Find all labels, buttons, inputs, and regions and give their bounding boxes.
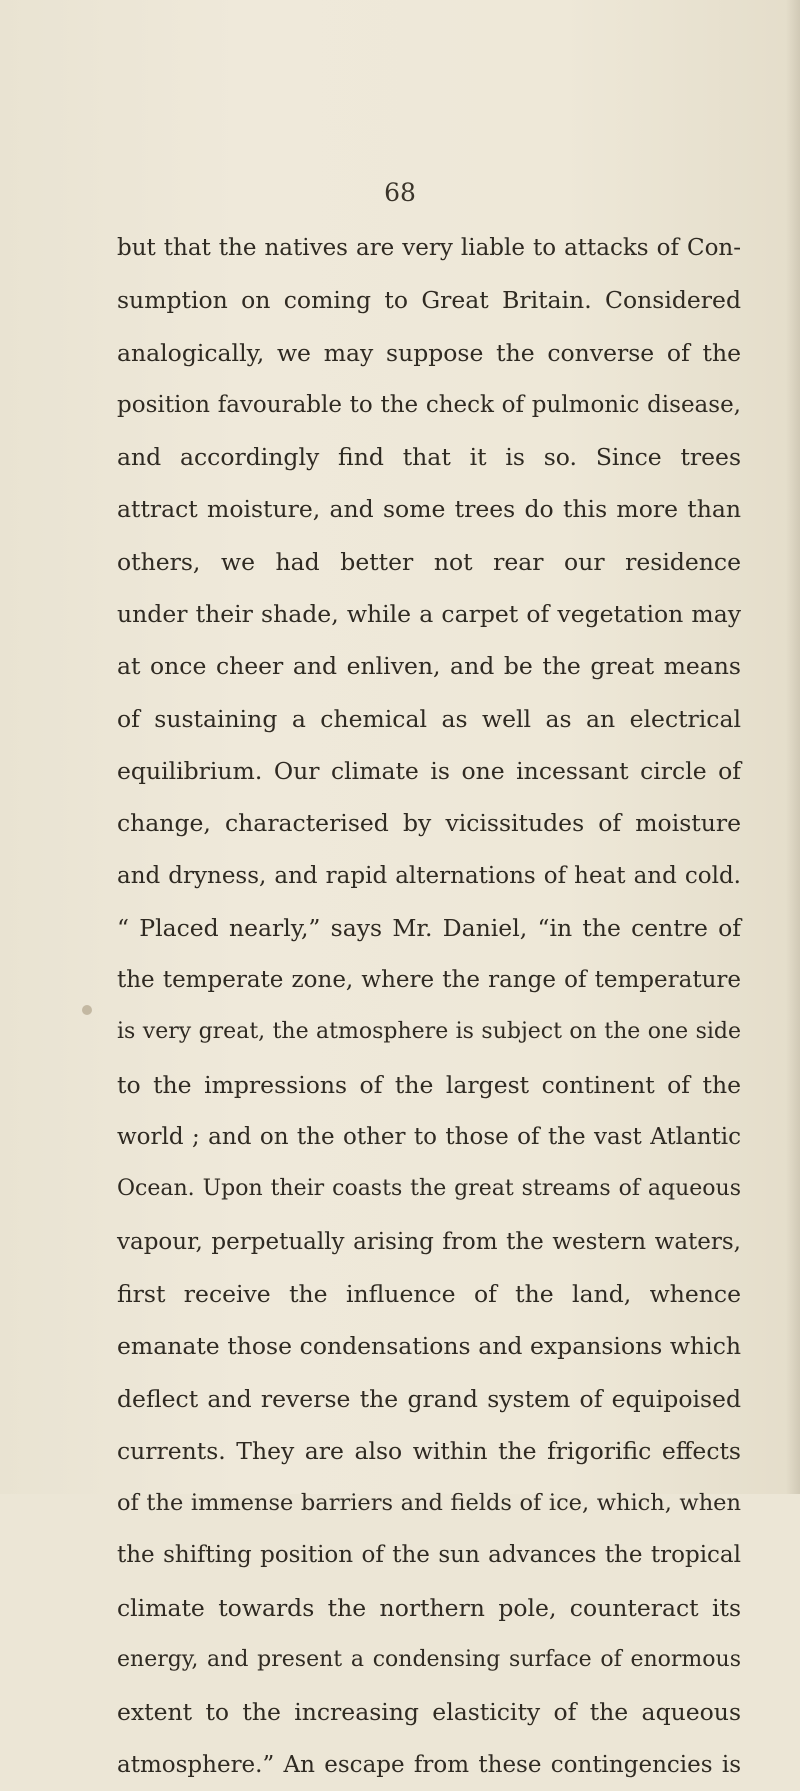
text-line: the shifting position of the sun advances the tropical xyxy=(117,1542,741,1569)
text-line: under their shade, while a carpet of vegetation may xyxy=(117,600,741,629)
text-line: of sustaining a chemical as well as an electrical xyxy=(117,704,741,733)
text-line: but that the natives are very liable to attacks of Con- xyxy=(117,235,741,261)
page-edge-shadow xyxy=(786,0,800,1494)
text-line: of the immense barriers and fields of ice, which, when xyxy=(117,1490,741,1517)
text-line: vapour, perpetually arising from the western waters, xyxy=(117,1228,741,1255)
text-line: currents. They are also within the frigorific effects xyxy=(117,1436,741,1465)
text-line: deflect and reverse the grand system of equipoised xyxy=(117,1384,741,1413)
text-line: others, we had better not rear our residence xyxy=(117,547,741,576)
text-line: first receive the influence of the land, whence xyxy=(117,1279,741,1308)
page-number: 68 xyxy=(384,178,416,207)
text-line: climate towards the northern pole, counteract its xyxy=(117,1593,741,1622)
text-line: and accordingly find that it is so. Since trees xyxy=(117,443,741,472)
text-line: extent to the increasing elasticity of the aqueous xyxy=(117,1698,741,1727)
text-line: attract moisture, and some trees do this more than xyxy=(117,495,741,524)
text-line: the temperate zone, where the range of temperature xyxy=(117,967,741,994)
text-line: at once cheer and enliven, and be the great means xyxy=(117,652,741,681)
text-line: to the impressions of the largest continent of the xyxy=(117,1070,741,1099)
text-line: emanate those condensations and expansions which xyxy=(117,1332,741,1361)
text-line: Ocean. Upon their coasts the great streams of aqueous xyxy=(117,1176,741,1202)
text-line: world ; and on the other to those of the vast Atlantic xyxy=(117,1124,741,1151)
text-line: position favourable to the check of pulmonic disease, xyxy=(117,391,741,418)
text-line: atmosphere.” An escape from these contingencies is xyxy=(117,1751,741,1778)
text-line: “ Placed nearly,” says Mr. Daniel, “in the centre of xyxy=(117,913,741,942)
body-text xyxy=(117,222,741,1791)
text-line: analogically, we may suppose the converse of the xyxy=(117,338,741,367)
text-line: change, characterised by vicissitudes of moisture xyxy=(117,809,741,838)
text-line: is very great, the atmosphere is subject on the one side xyxy=(117,1019,741,1045)
paper-blemish xyxy=(82,1005,92,1015)
text-line: and dryness, and rapid alternations of heat and cold. xyxy=(117,862,741,889)
text-line: energy, and present a condensing surface of enormous xyxy=(117,1647,741,1673)
text-line: equilibrium. Our climate is one incessant circle of xyxy=(117,756,741,785)
text-line: sumption on coming to Great Britain. Considered xyxy=(117,286,741,315)
